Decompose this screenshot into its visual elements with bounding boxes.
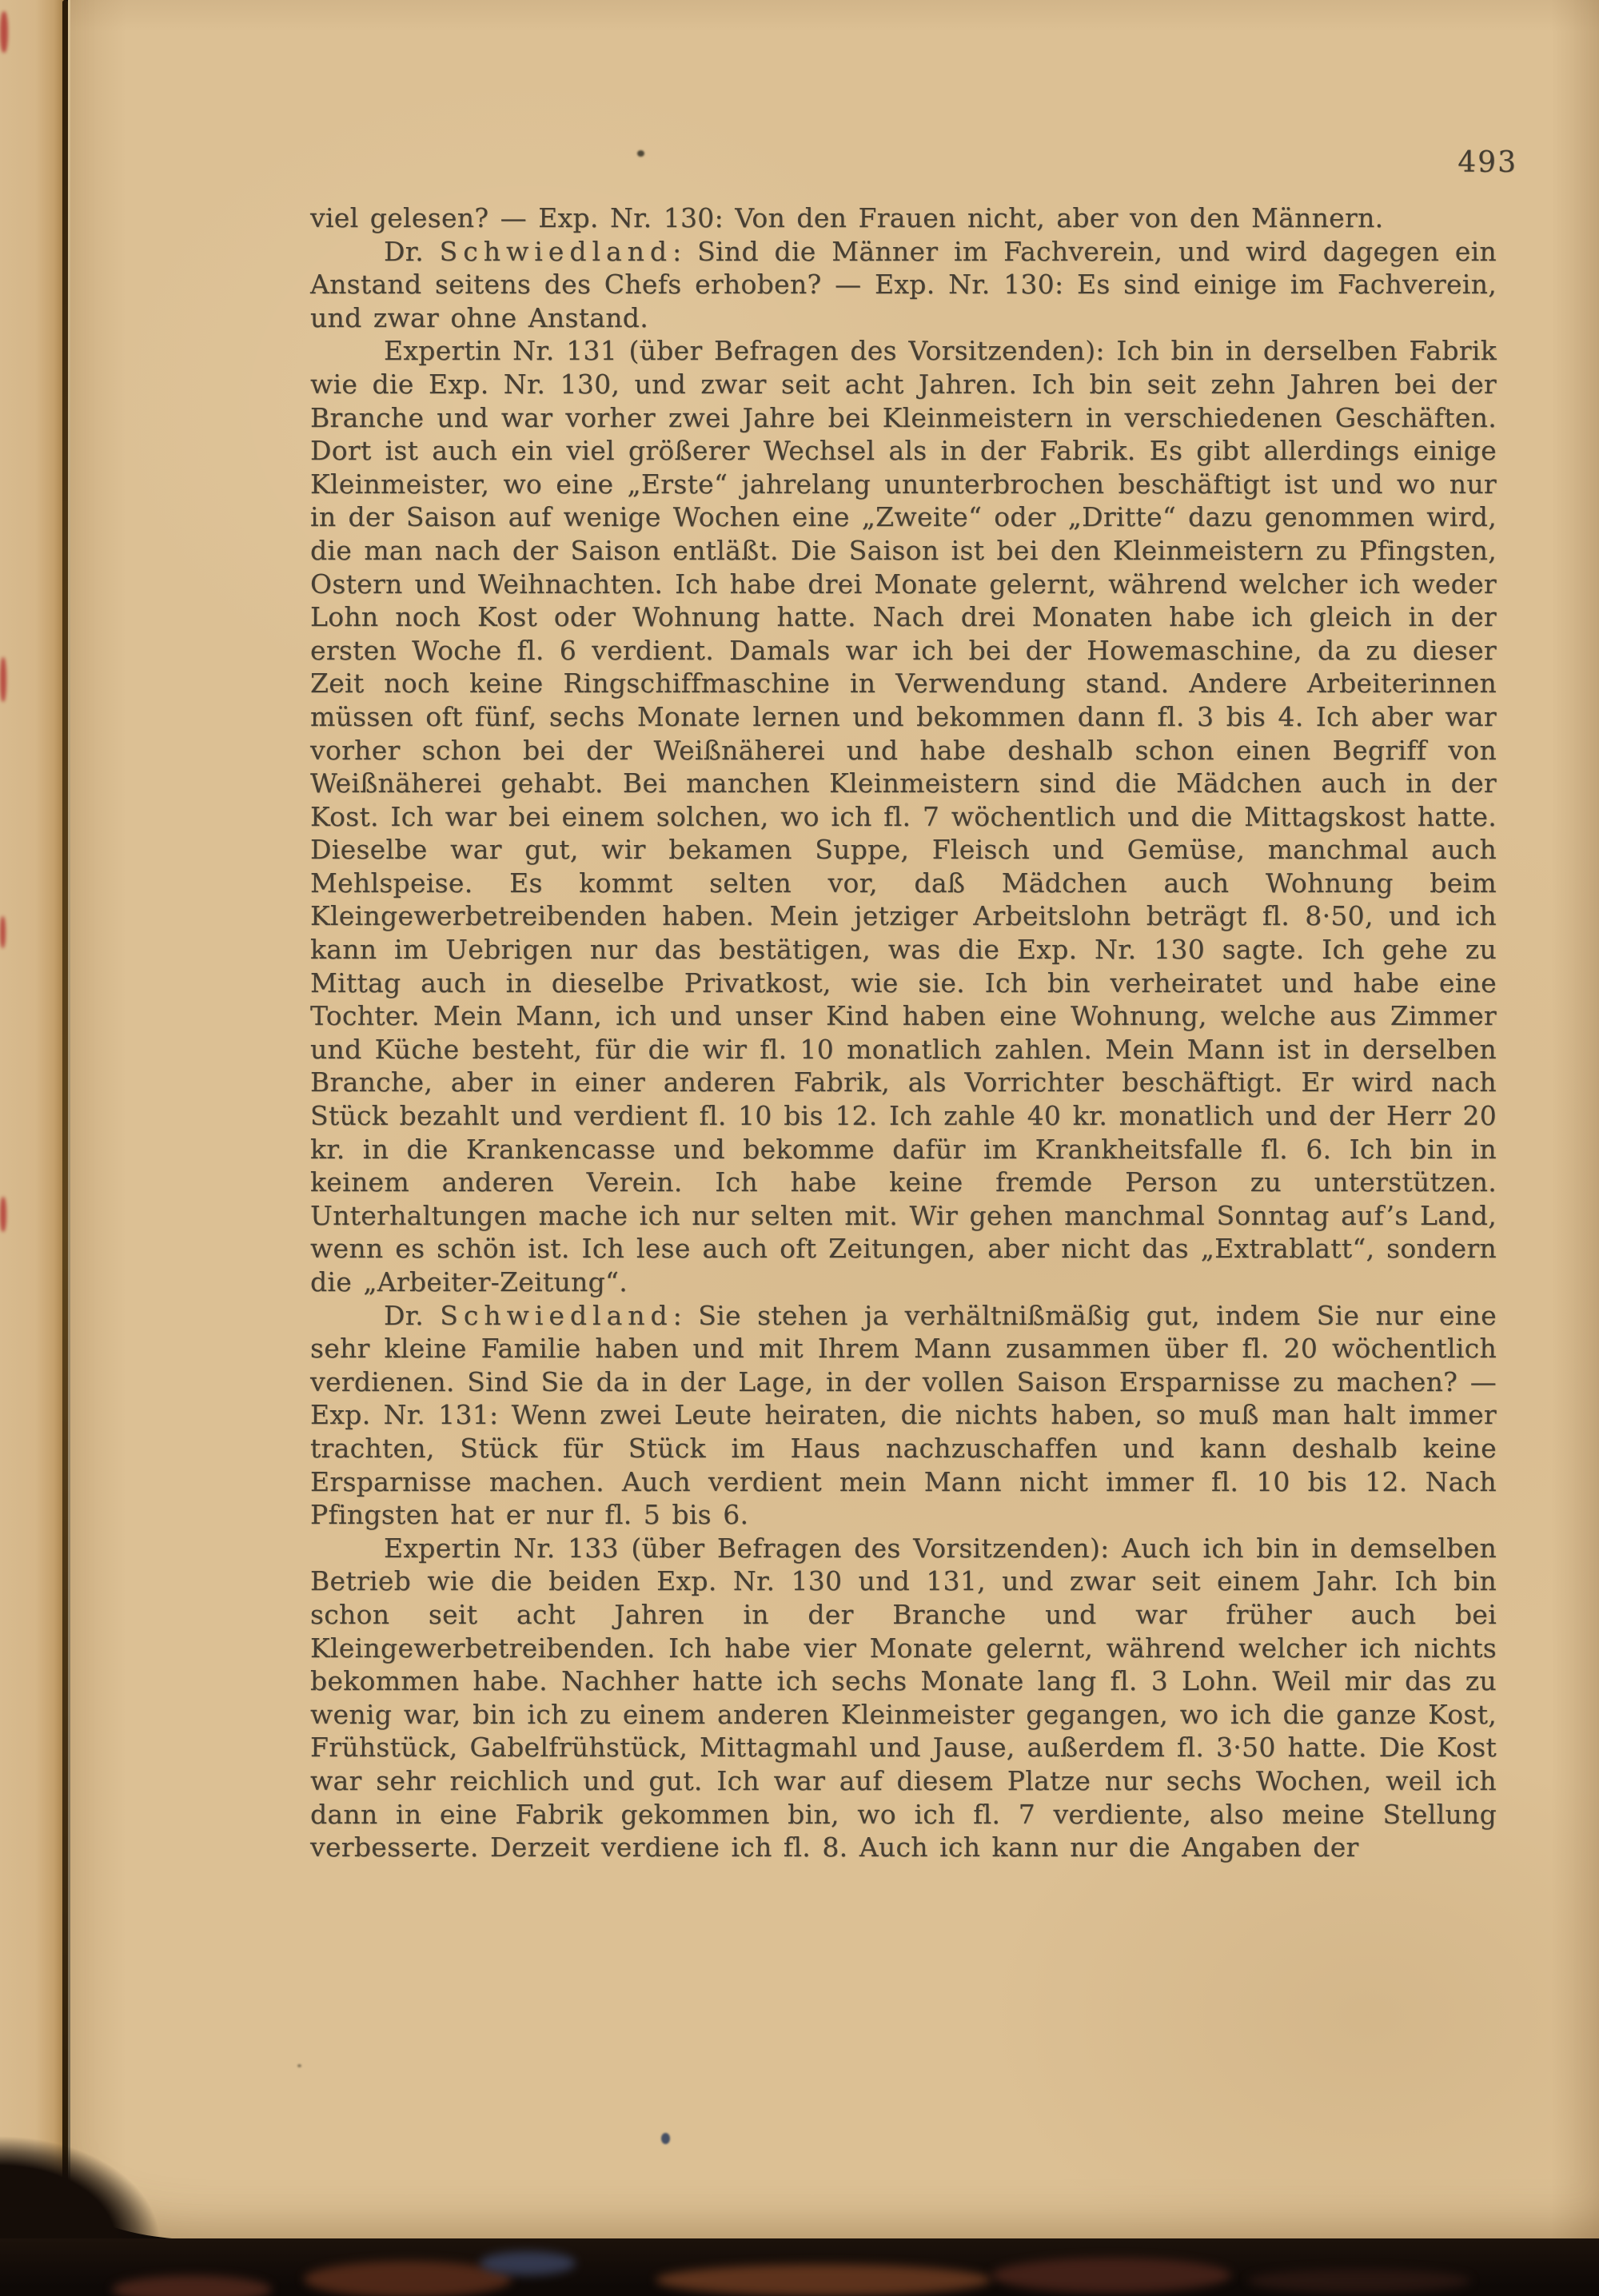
paragraph-text: Expertin Nr. 131 (über Befragen des Vorsitzenden): Ich bin in derselben Fabrik wie die Exp. Nr. 130, und zwar seit acht Jahren. Ich bin seit zehn Jahren bei der Branche und war vorher zwei Jahre bei Kleinmeistern in verschiedenen Geschäften. Dort ist auch ein viel größerer Wechsel als in der Fabrik. Es gibt allerdings einige Kleinmeister, wo eine „Erste“ jahrelang ununterbrochen beschäftigt ist und wo nur in der Saison auf wenige Wochen eine „Zweite“ oder „Dritte“ dazu genommen wird, die man nach der Saison entläßt. Die Saison ist bei den Kleinmeistern zu Pfingsten, Ostern und Weihnachten. Ich habe drei Monate gelernt, während welcher ich weder Lohn noch Kost oder Wohnung hatte. Nach drei Monaten habe ich gleich in der ersten Woche fl. 6 verdient. Damals war ich bei der Howemaschine, da zu dieser Zeit noch keine Ringschiffmaschine in Verwendung stand. Andere Arbeiterinnen müssen oft fünf, sechs Monate lernen und bekommen dann fl. 3 bis 4. Ich aber war vorher schon bei der Weißnäherei und habe deshalb schon einen Begriff von Weißnäherei gehabt. Bei manchen Kleinmeistern sind die Mädchen auch in der Kost. Ich war bei einem solchen, wo ich fl. 7 wöchentlich und die Mittagskost hatte. Dieselbe war gut, wir bekamen Suppe, Fleisch und Gemüse, manchmal auch Mehlspeise. Es kommt selten vor, daß Mädchen auch Wohnung beim Kleingewerbetreibenden haben. Mein jetziger Arbeitslohn beträgt fl. 8·50, und ich kann im Uebrigen nur das bestätigen, was die Exp. Nr. 130 sagte. Ich gehe zu Mittag auch in dieselbe Privatkost, wie sie. Ich bin verheiratet und habe eine Tochter. Mein Mann, ich und unser Kind haben eine Wohnung, welche aus Zimmer und Küche besteht, für die wir fl. 10 monatlich zahlen. Mein Mann ist in derselben Branche, aber in einer anderen Fabrik, als Vorrichter beschäftigt. Er wird nach Stück bezahlt und verdient fl. 10 bis 12. Ich zahle 40 kr. monatlich und der Herr 20 kr. in die Krankencasse und bekomme dafür im Krankheitsfalle fl. 6. Ich bin in keinem anderen Verein. Ich habe keine fremde Person zu unterstützen. Unterhaltungen mache ich nur selten mit. Wir gehen manchmal Sonntag auf’s Land, wenn es schön ist. Ich lese auch oft Zeitungen, aber nicht das „Extrablatt“, sondern die „Arbeiter-Zeitung“.: [310, 335, 1497, 1297]
paragraph: [310, 235, 1497, 335]
letterspaced-name: Schwiedland: [439, 235, 673, 267]
red-edge-stain: [0, 1197, 6, 1232]
marble-streak: [480, 2251, 576, 2275]
letterspaced-name: Schwiedland: [440, 1299, 673, 1331]
page-number: 493: [1457, 146, 1517, 179]
marble-streak: [112, 2275, 272, 2296]
text-block: [310, 201, 1497, 1864]
paragraph: [310, 1532, 1497, 1864]
bottom-left-corner-shadow: [0, 2136, 160, 2242]
previous-page-edge: [0, 0, 64, 2230]
ink-speck: [637, 150, 644, 157]
paragraph: [310, 334, 1497, 1298]
page-gutter-line: [62, 0, 68, 2238]
paragraph-text: Dr.: [384, 1299, 441, 1331]
marble-streak: [1247, 2269, 1471, 2293]
paragraph-text: : Sie stehen ja verhältnißmäßig gut, indem Sie nur eine sehr kleine Familie haben und mit Ihrem Mann zusammen über fl. 20 wöchentlich verdienen. Sind Sie da in der Lage, in der vollen Saison Ersparnisse zu machen? — Exp. Nr. 131: Wenn zwei Leute heiraten, die nichts haben, so muß man halt immer trachten, Stück für Stück im Haus nachzuschaffen und kann deshalb keine Ersparnisse machen. Auch verdient mein Mann nicht immer fl. 10 bis 12. Nach Pfingsten hat er nur fl. 5 bis 6.: [310, 1299, 1497, 1531]
paragraph-text: viel gelesen? — Exp. Nr. 130: Von den Frauen nicht, aber von den Männern.: [310, 202, 1384, 233]
paragraph: [310, 1299, 1497, 1532]
paragraph-text: : Sind die Männer im Fachverein, und wird dagegen ein Anstand seitens des Chefs erhoben? — Exp. Nr. 130: Es sind einige im Fachverein, und zwar ohne Anstand.: [310, 235, 1497, 333]
paragraph-text: Dr.: [384, 235, 440, 267]
red-edge-stain: [0, 916, 6, 948]
red-edge-stain: [0, 11, 8, 53]
paragraph: [310, 201, 1497, 235]
red-edge-stain: [0, 657, 6, 702]
marble-streak: [656, 2264, 991, 2296]
book-page: [70, 0, 1599, 2240]
ink-speck: [661, 2133, 670, 2144]
ink-speck: [297, 2064, 301, 2067]
marble-streak: [991, 2258, 1231, 2293]
paragraph-text: Expertin Nr. 133 (über Befragen des Vorsitzenden): Auch ich bin in demselben Betrieb wie die beiden Exp. Nr. 130 und 131, und zwar seit einem Jahr. Ich bin schon seit acht Jahren in der Branche und war früher auch bei Kleingewerbetreibenden. Ich habe vier Monate gelernt, während welcher ich nichts bekommen habe. Nachher hatte ich sechs Monate lang fl. 3 Lohn. Weil mir das zu wenig war, bin ich zu einem anderen Kleinmeister gegangen, wo ich die ganze Kost, Frühstück, Gabelfrühstück, Mittagmahl und Jause, außerdem fl. 3·50 hatte. Die Kost war sehr reichlich und gut. Ich war auf diesem Platze nur sechs Wochen, weil ich dann in eine Fabrik gekommen bin, wo ich fl. 7 verdiente, also meine Stellung verbesserte. Derzeit verdiene ich fl. 8. Auch ich kann nur die Angaben der: [310, 1532, 1497, 1864]
book-bottom-edge: [0, 2238, 1599, 2296]
